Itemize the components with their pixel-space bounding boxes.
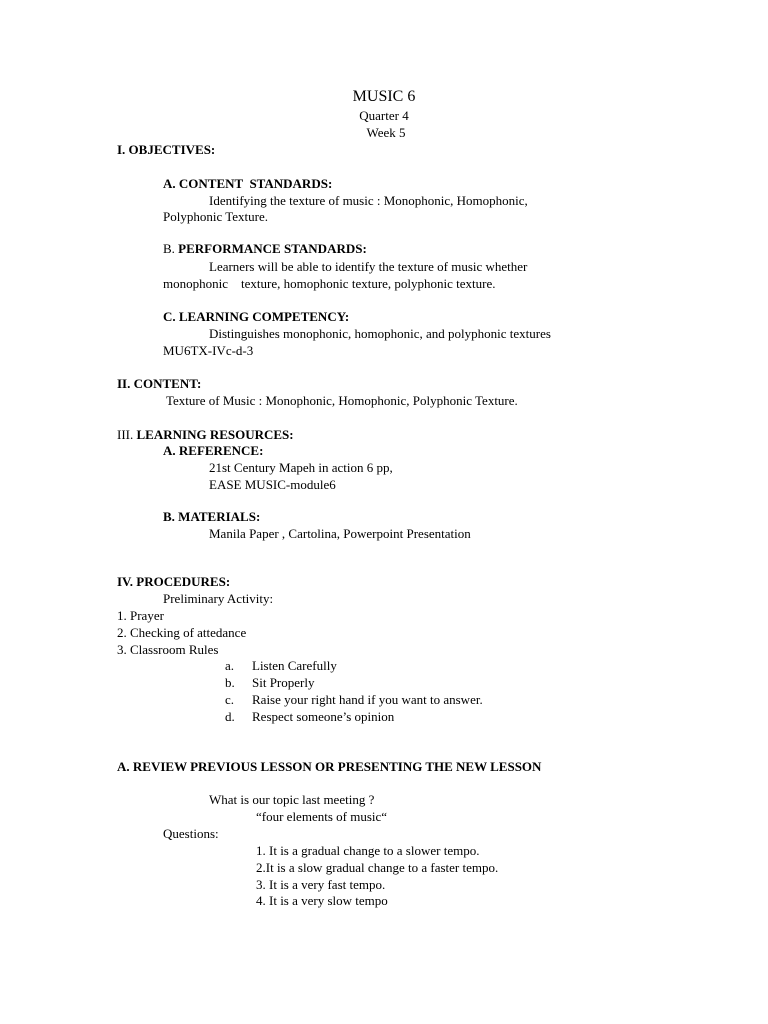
- learning-resources-heading: [117, 427, 294, 443]
- rule-marker: b.: [225, 675, 235, 690]
- document-title: MUSIC 6: [352, 88, 416, 105]
- review-heading: A. REVIEW PREVIOUS LESSON OR PRESENTING THE NEW LESSON: [117, 759, 542, 774]
- review-question: What is our topic last meeting ?: [209, 792, 375, 807]
- content-standards-line1: Identifying the texture of music : Monophonic, Homophonic,: [209, 193, 528, 208]
- rule-marker: d.: [225, 709, 235, 724]
- learning-resources-title: LEARNING RESOURCES:: [136, 427, 294, 442]
- rule-text: Raise your right hand if you want to answer.: [252, 692, 483, 707]
- content-standards-line2: Polyphonic Texture.: [163, 209, 269, 224]
- procedures-heading: IV. PROCEDURES:: [117, 574, 231, 589]
- week-label: Week 5: [366, 125, 406, 140]
- preliminary-activity-label: Preliminary Activity:: [163, 591, 274, 606]
- performance-standards-prefix: B.: [163, 241, 179, 256]
- performance-standards-line2: monophonic texture, homophonic texture, polyphonic texture.: [163, 276, 496, 291]
- objectives-heading: I. OBJECTIVES:: [117, 142, 216, 157]
- procedure-step: 1. Prayer: [117, 608, 164, 623]
- learning-competency-heading: C. LEARNING COMPETENCY:: [163, 309, 350, 324]
- performance-standards-title: PERFORMANCE STANDARDS:: [178, 241, 367, 256]
- rule-marker: a.: [225, 658, 235, 673]
- materials-text: Manila Paper , Cartolina, Powerpoint Presentation: [209, 526, 471, 541]
- procedure-step: 2. Checking of attedance: [117, 625, 247, 640]
- rule-text: Respect someone’s opinion: [252, 709, 395, 724]
- reference-heading: A. REFERENCE:: [163, 443, 264, 458]
- performance-standards-heading: [163, 241, 367, 257]
- review-answer: “four elements of music“: [256, 809, 388, 824]
- question-item: 1. It is a gradual change to a slower tempo.: [256, 843, 480, 858]
- content-heading: II. CONTENT:: [117, 376, 202, 391]
- performance-standards-line1: Learners will be able to identify the texture of music whether: [209, 259, 528, 274]
- reference-line2: EASE MUSIC-module6: [209, 477, 336, 492]
- materials-heading: B. MATERIALS:: [163, 509, 261, 524]
- learning-competency-code: MU6TX-IVc-d-3: [163, 343, 254, 358]
- reference-line1: 21st Century Mapeh in action 6 pp,: [209, 460, 393, 475]
- learning-competency-line1: Distinguishes monophonic, homophonic, and polyphonic textures: [209, 326, 551, 341]
- rule-text: Listen Carefully: [252, 658, 337, 673]
- rule-marker: c.: [225, 692, 235, 707]
- question-item: 4. It is a very slow tempo: [256, 893, 388, 908]
- content-text: Texture of Music : Monophonic, Homophonic, Polyphonic Texture.: [166, 393, 518, 408]
- procedure-step: 3. Classroom Rules: [117, 642, 219, 657]
- learning-resources-prefix: III.: [117, 427, 137, 442]
- quarter-label: Quarter 4: [359, 108, 409, 123]
- content-standards-heading: A. CONTENT STANDARDS:: [163, 176, 333, 191]
- question-item: 3. It is a very fast tempo.: [256, 877, 386, 892]
- rule-text: Sit Properly: [252, 675, 315, 690]
- questions-label: Questions:: [163, 826, 219, 841]
- question-item: 2.It is a slow gradual change to a faster tempo.: [256, 860, 499, 875]
